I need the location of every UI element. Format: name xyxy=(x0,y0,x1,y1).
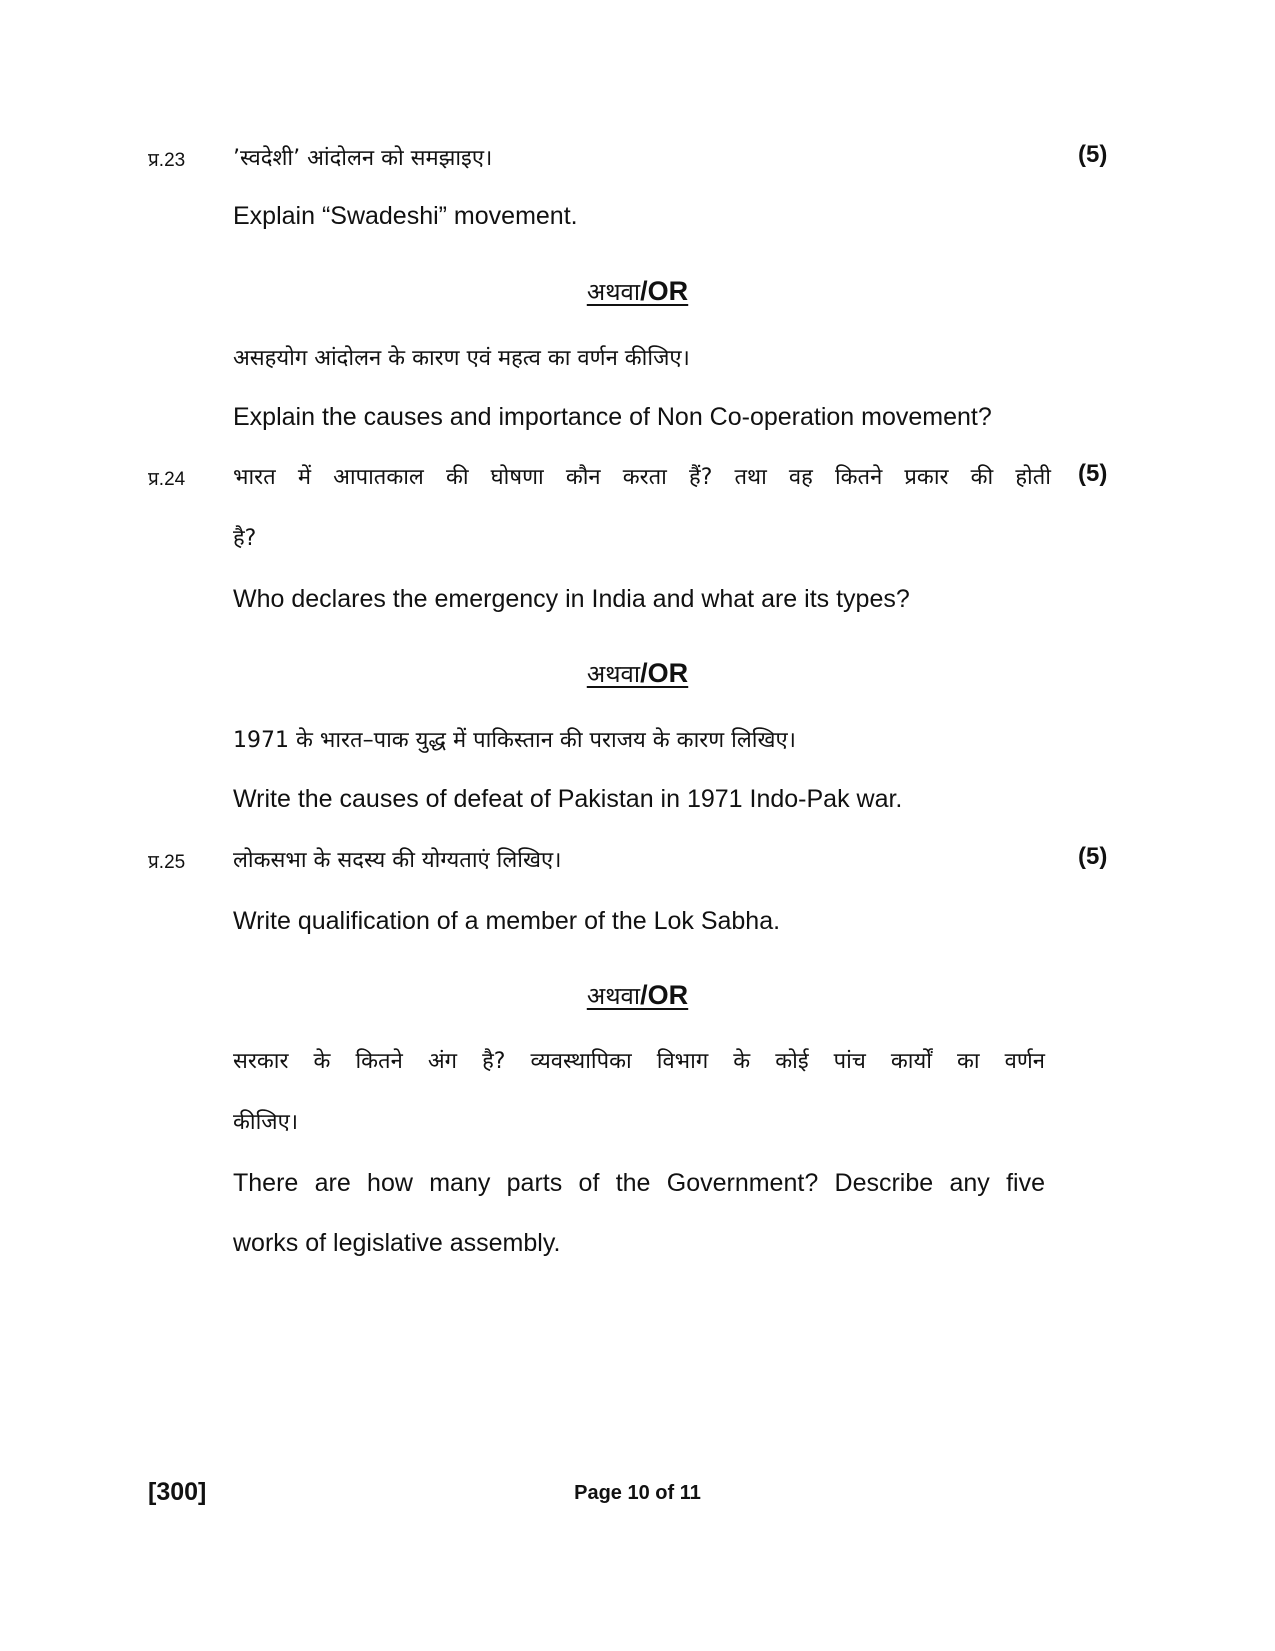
or-separator-1 xyxy=(0,275,1275,308)
or-slash: / xyxy=(640,658,648,688)
or-hindi-label: अथवा xyxy=(586,660,641,688)
question-23-marks: (5) xyxy=(1078,141,1108,168)
question-23-hindi: ’स्वदेशी’ आंदोलन को समझाइए। xyxy=(233,146,493,171)
question-23-or-hindi: असहयोग आंदोलन के कारण एवं महत्व का वर्णन कीजिए। xyxy=(233,346,690,371)
or-hindi-label: अथवा xyxy=(586,982,641,1010)
question-24-english: Who declares the emergency in India and what are its types? xyxy=(233,585,910,613)
or-english-label: OR xyxy=(647,658,689,688)
question-24-or-hindi: 1971 के भारत–पाक युद्ध में पाकिस्तान की पराजय के कारण लिखिए। xyxy=(233,728,796,753)
or-english-label: OR xyxy=(647,276,689,306)
or-separator-3 xyxy=(0,979,1275,1012)
question-25-hindi: लोकसभा के सदस्य की योग्यताएं लिखिए। xyxy=(233,848,562,873)
paper-code: [300] xyxy=(148,1478,207,1506)
or-english-label: OR xyxy=(647,980,689,1010)
question-24-hindi-line2: है? xyxy=(233,526,257,551)
question-23-english: Explain “Swadeshi” movement. xyxy=(233,202,578,230)
or-separator-2 xyxy=(0,657,1275,690)
question-25-english: Write qualification of a member of the Lok Sabha. xyxy=(233,907,781,935)
question-23-or-english: Explain the causes and importance of Non Co-operation movement? xyxy=(233,403,992,431)
question-24-number: प्र.24 xyxy=(148,469,186,490)
or-slash: / xyxy=(640,276,648,306)
question-24-hindi-line1: भारत में आपातकाल की घोषणा कौन करता हैं? तथा वह कितने प्रकार की होती xyxy=(233,465,1051,490)
or-hindi-label: अथवा xyxy=(586,278,641,306)
page-number: Page 10 of 11 xyxy=(574,1482,701,1504)
question-24-or-english: Write the causes of defeat of Pakistan in 1971 Indo-Pak war. xyxy=(233,785,903,813)
question-25-or-hindi-line1: सरकार के कितने अंग है? व्यवस्थापिका विभाग के कोई पांच कार्यों का वर्णन xyxy=(233,1049,1045,1074)
question-25-or-hindi-line2: कीजिए। xyxy=(233,1110,299,1135)
question-25-or-english-line2: works of legislative assembly. xyxy=(233,1229,561,1257)
question-25-or-english-line1: There are how many parts of the Government? Describe any five xyxy=(233,1169,1045,1197)
question-23-number: प्र.23 xyxy=(148,150,186,171)
question-24-marks: (5) xyxy=(1078,460,1108,487)
question-25-number: प्र.25 xyxy=(148,852,186,873)
question-25-marks: (5) xyxy=(1078,843,1108,870)
or-slash: / xyxy=(640,980,648,1010)
